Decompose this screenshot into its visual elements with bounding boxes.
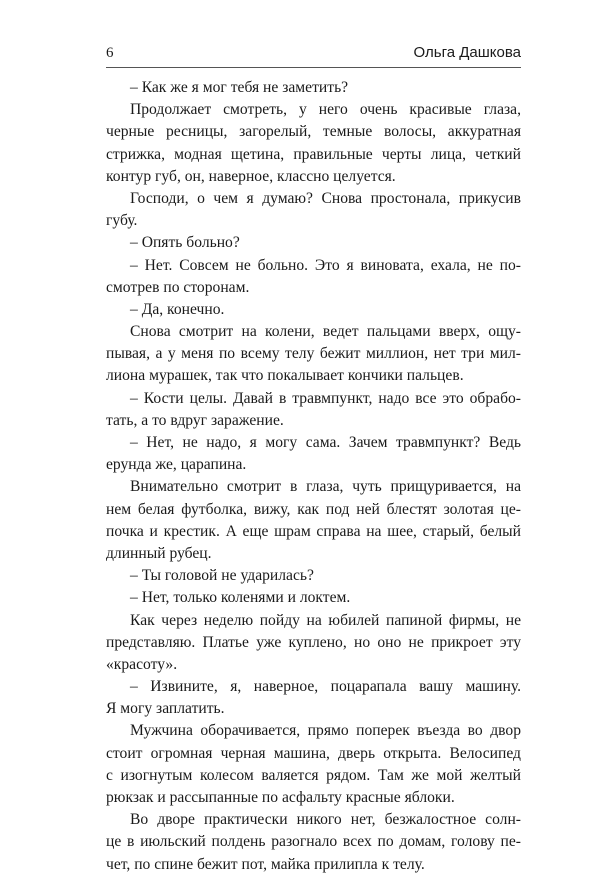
text-line: – Да, конечно. — [130, 300, 225, 318]
text-line: нем белая футболка, вижу, как под ней блестят золотая це- — [106, 500, 521, 518]
text-line: «красоту». — [106, 655, 178, 673]
text-line: рюкзак и рассыпанные по асфальту красные яблоки. — [106, 789, 455, 806]
text-line: – Опять больно? — [130, 234, 240, 252]
text-line: Мужчина оборачивается, прямо поперек въезда во двор — [130, 722, 521, 740]
text-line: Я могу заплатить. — [106, 700, 225, 718]
header-rule — [106, 67, 521, 68]
text-line: с изогнутым колесом валяется рядом. Там же мой желтый — [106, 766, 521, 784]
text-line: длинный рубец. — [106, 544, 212, 562]
text-line: Снова смотрит на колени, ведет пальцами вверх, ощу- — [130, 323, 521, 341]
text-line: – Кости целы. Давай в травмпункт, надо все это обрабо- — [130, 389, 521, 407]
text-line: представляю. Платье уже куплено, но оно не прикроет эту — [106, 633, 521, 651]
text-line: – Нет, не надо, я могу сама. Зачем травмпункт? Ведь — [130, 434, 521, 451]
text-line: чет, по спине бежит пот, майка прилипла к телу. — [106, 855, 425, 873]
text-line: це в июльский полдень разогнало всех по домам, голову пе- — [106, 833, 521, 851]
text-line: почка и крестик. А еще шрам справа на шее, старый, белый — [106, 522, 521, 540]
text-line: стрижка, модная щетина, правильные черты лица, четкий — [106, 145, 521, 163]
text-line: Как через неделю пойду на юбилей папиной фирмы, не — [130, 611, 521, 629]
text-line: Во дворе практически никого нет, безжалостное солн- — [130, 811, 521, 829]
text-line: – Нет, только коленями и локтем. — [130, 589, 351, 607]
text-line: пывая, а у меня по всему телу бежит миллион, нет три мил- — [106, 345, 521, 363]
text-line: Продолжает смотреть, у него очень красивые глаза, — [130, 101, 521, 119]
page-number: 6 — [106, 45, 114, 61]
body-text — [106, 77, 521, 876]
text-line: Господи, о чем я думаю? Снова простонала, прикусив — [130, 189, 521, 207]
text-line: – Нет. Совсем не больно. Это я виновата, ехала, не по- — [130, 256, 521, 274]
text-line: Внимательно смотрит в глаза, чуть прищуривается, на — [130, 478, 521, 496]
text-line: ерунда же, царапина. — [106, 456, 247, 474]
text-line: – Извините, я, наверное, поцарапала вашу машину. — [130, 678, 521, 696]
text-line: – Как же я мог тебя не заметить? — [130, 79, 349, 96]
text-line: губу. — [106, 212, 138, 230]
page-header — [106, 43, 521, 69]
text-line: смотрев по сторонам. — [106, 278, 250, 296]
running-title: Ольга Дашкова — [413, 44, 521, 61]
text-line: лиона мурашек, так что покалывает кончики пальцев. — [106, 367, 464, 385]
text-line: – Ты головой не ударилась? — [130, 567, 314, 585]
text-line: тать, а то вдруг заражение. — [106, 411, 284, 429]
text-line: стоит огромная черная машина, дверь открыта. Велосипед — [106, 744, 521, 762]
text-line: контур губ, он, наверное, классно целуется. — [106, 167, 396, 185]
text-line: черные ресницы, загорелый, темные волосы, аккуратная — [106, 123, 521, 141]
